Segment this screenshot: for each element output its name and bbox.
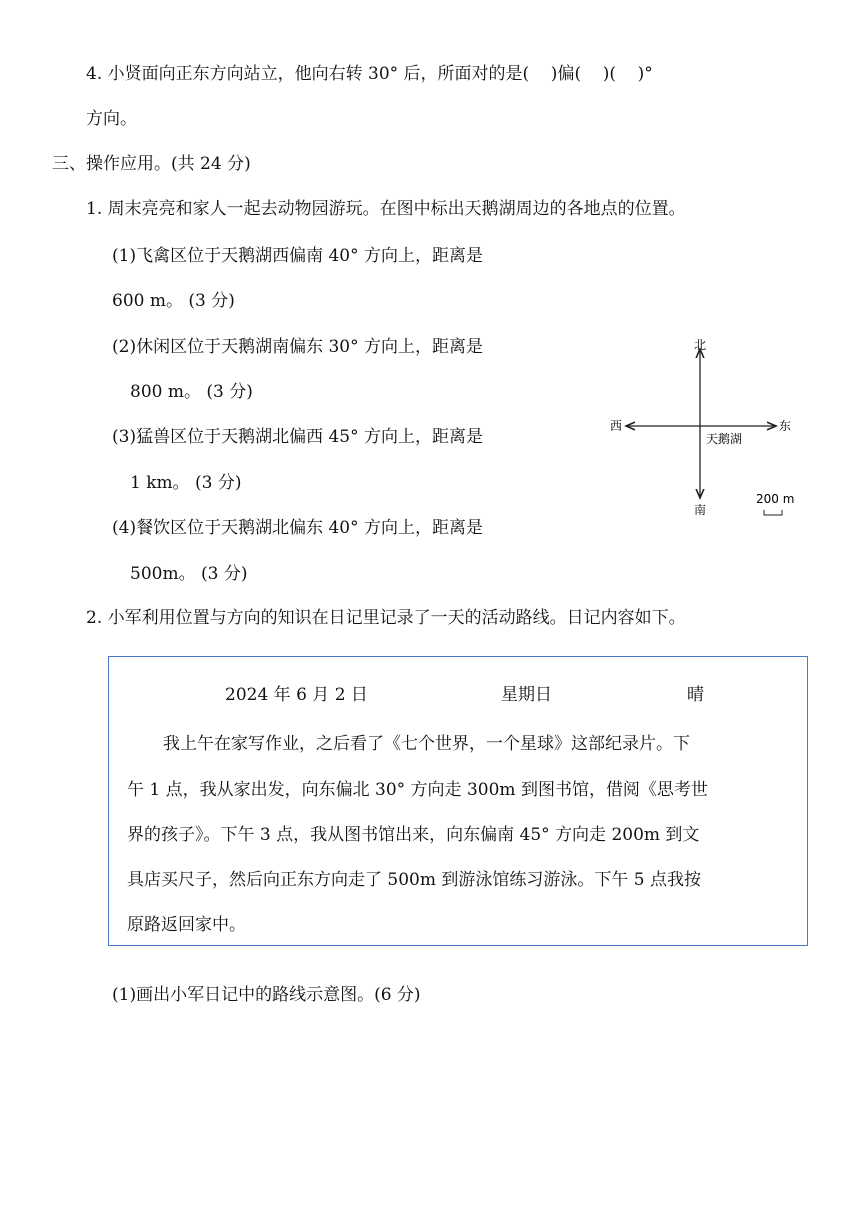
problem2-sub1: (1)画出小军日记中的路线示意图。(6 分) xyxy=(112,985,421,1005)
diary-line: 原路返回家中。 xyxy=(127,915,246,935)
diary-date: 2024 年 6 月 2 日 xyxy=(225,685,368,705)
diary-weekday: 星期日 xyxy=(501,685,552,705)
q4-line1: 4. 小贤面向正东方向站立，他向右转 30° 后，所面对的是( )偏( )( )° xyxy=(86,64,653,84)
south-label: 南 xyxy=(693,503,707,517)
diary-line: 具店买尺子，然后向正东方向走了 500m 到游泳馆练习游泳。下午 5 点我按 xyxy=(127,870,701,890)
diary-box xyxy=(108,656,808,946)
problem1-item1-line2: 600 m。 (3 分) xyxy=(112,291,235,311)
diary-line: 午 1 点，我从家出发，向东偏北 30° 方向走 300m 到图书馆，借阅《思考世 xyxy=(127,780,708,800)
q4-line2: 方向。 xyxy=(86,109,137,129)
east-label: 东 xyxy=(778,419,792,433)
problem1-intro: 1. 周末亮亮和家人一起去动物园游玩。在图中标出天鹅湖周边的各地点的位置。 xyxy=(86,199,686,219)
scale-label: 200 m xyxy=(756,492,795,506)
compass-diagram xyxy=(596,332,811,522)
center-label: 天鹅湖 xyxy=(706,432,743,446)
section-title: 三、操作应用。(共 24 分) xyxy=(52,154,251,174)
problem1-item4-line2: 500m。 (3 分) xyxy=(130,564,248,584)
problem2-intro: 2. 小军利用位置与方向的知识在日记里记录了一天的活动路线。日记内容如下。 xyxy=(86,608,686,628)
diary-weather: 晴 xyxy=(687,685,704,705)
problem1-item2-line1: (2)休闲区位于天鹅湖南偏东 30° 方向上，距离是 xyxy=(112,337,484,357)
problem1-item3-line2: 1 km。 (3 分) xyxy=(130,473,242,493)
diary-line: 界的孩子》。下午 3 点，我从图书馆出来，向东偏南 45° 方向走 200m 到文 xyxy=(127,825,700,845)
north-label: 北 xyxy=(693,338,707,352)
scale-bar xyxy=(764,510,782,515)
problem1-item2-line2: 800 m。 (3 分) xyxy=(130,382,253,402)
problem1-item3-line1: (3)猛兽区位于天鹅湖北偏西 45° 方向上，距离是 xyxy=(112,427,484,447)
problem1-item4-line1: (4)餐饮区位于天鹅湖北偏东 40° 方向上，距离是 xyxy=(112,518,484,538)
diary-line: 我上午在家写作业，之后看了《七个世界，一个星球》这部纪录片。下 xyxy=(163,734,690,754)
problem1-item1-line1: (1)飞禽区位于天鹅湖西偏南 40° 方向上，距离是 xyxy=(112,246,484,266)
west-label: 西 xyxy=(609,419,623,433)
